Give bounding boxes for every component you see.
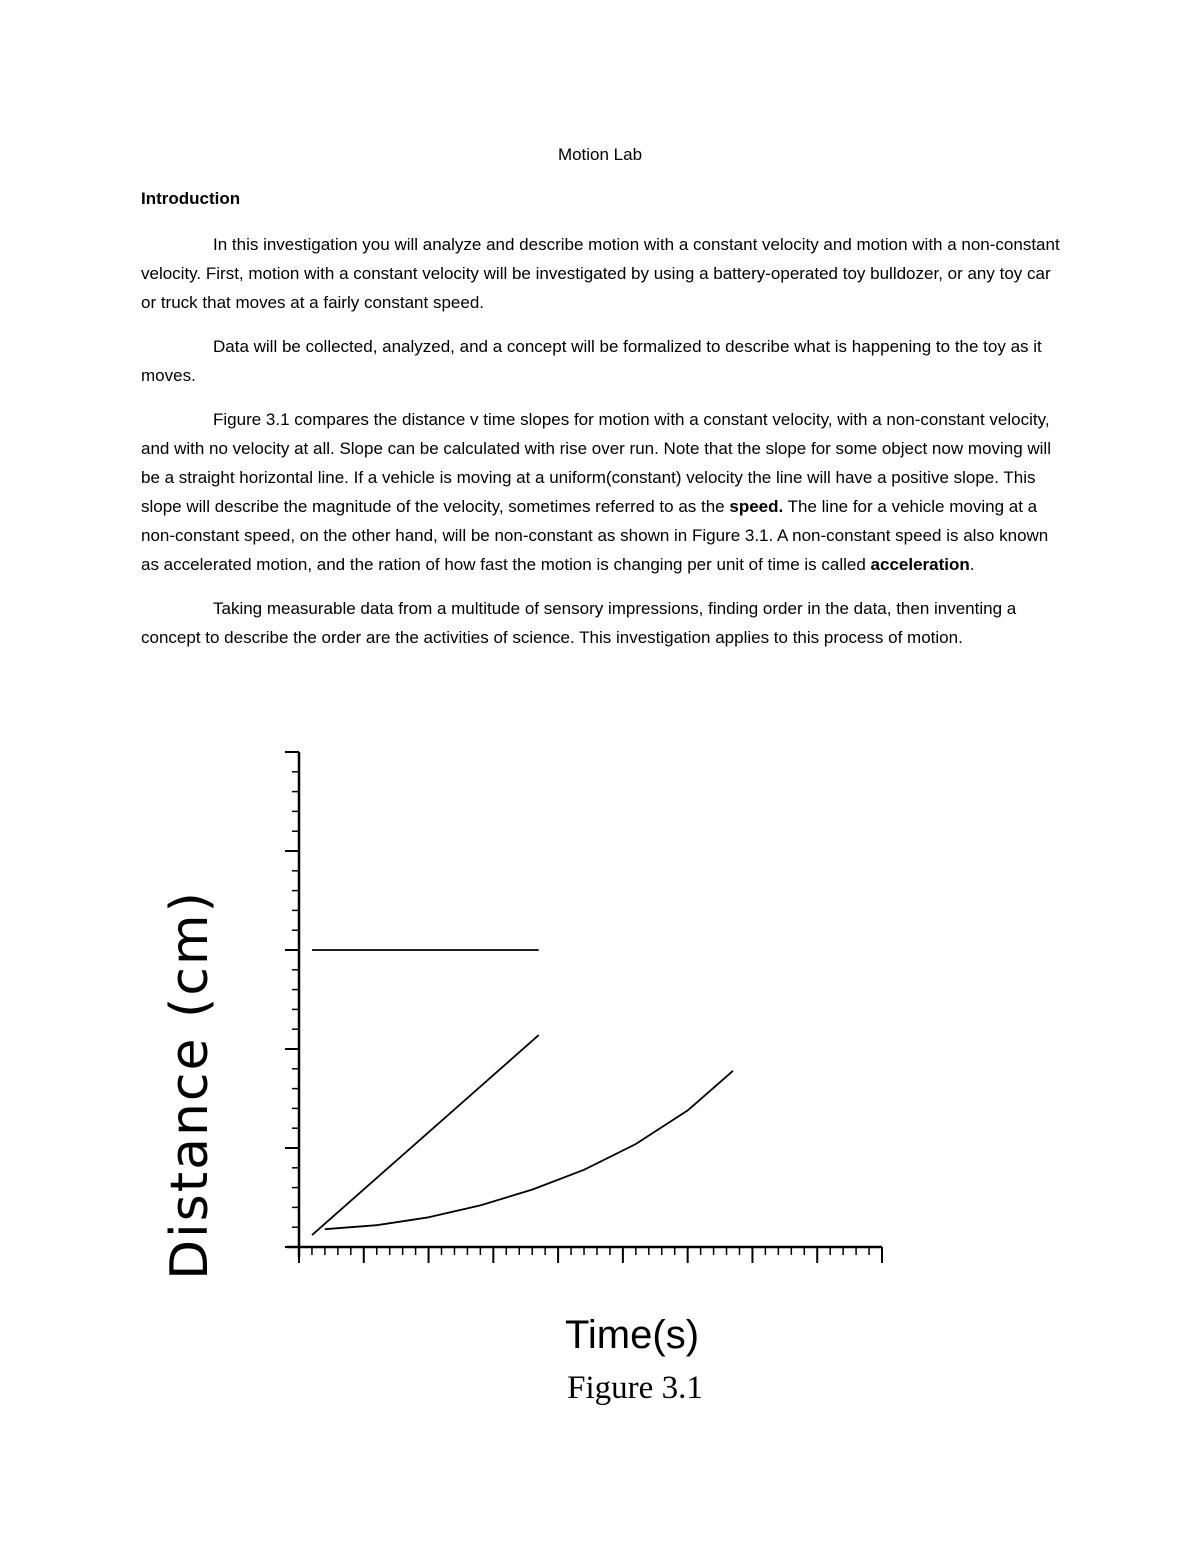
chart-axes xyxy=(285,752,882,1263)
paragraph-2: Data will be collected, analyzed, and a concept will be formalized to describe what is happening to the toy as it moves. xyxy=(141,337,1042,385)
series-line-2 xyxy=(312,1035,539,1235)
paragraph-1: In this investigation you will analyze and describe motion with a constant velocity and motion with a non-constant velocity. First, motion with a constant velocity will be investigated by using a battery-operated toy bulldozer, or any toy car or truck that moves at a fairly constant speed. xyxy=(141,235,1060,312)
paragraph-3-text-c: . xyxy=(969,555,975,574)
paragraph-4: Taking measurable data from a multitude of sensory impressions, finding order in the data, then inventing a concept to describe the order are the activities of science. This investigation applies to this process of motion. xyxy=(141,599,1017,647)
paragraph-3-text-b: The line for a vehicle moving at a non-constant speed, on the other hand, will be non-constant as shown in Figure 3.1. A non-constant speed is also known as accelerated motion, and the ration of how fast the motion is changing per unit of time is called xyxy=(141,497,1049,574)
document-title: Motion Lab xyxy=(557,145,643,164)
paragraph-3-text-a: Figure 3.1 compares the distance v time slopes for motion with a constant velocity, with a non-constant velocity, and with no velocity at all. Slope can be calculated with rise over run. Note that the slope for some object now moving will be a straight horizontal line. If a vehicle is moving at a uniform(constant) velocity the line will have a positive slope. This slope will describe the magnitude of the velocity, sometimes referred to as the xyxy=(141,410,1051,516)
term-acceleration: acceleration xyxy=(870,555,970,574)
series-line-3 xyxy=(325,1071,733,1229)
chart-series xyxy=(312,950,733,1235)
x-axis-label: Time(s) xyxy=(564,1313,700,1357)
term-speed: speed. xyxy=(729,497,784,516)
figure-caption: Figure 3.1 xyxy=(567,1370,703,1406)
section-heading: Introduction xyxy=(141,189,241,208)
y-axis-label: Distance (cm) xyxy=(160,890,220,1280)
